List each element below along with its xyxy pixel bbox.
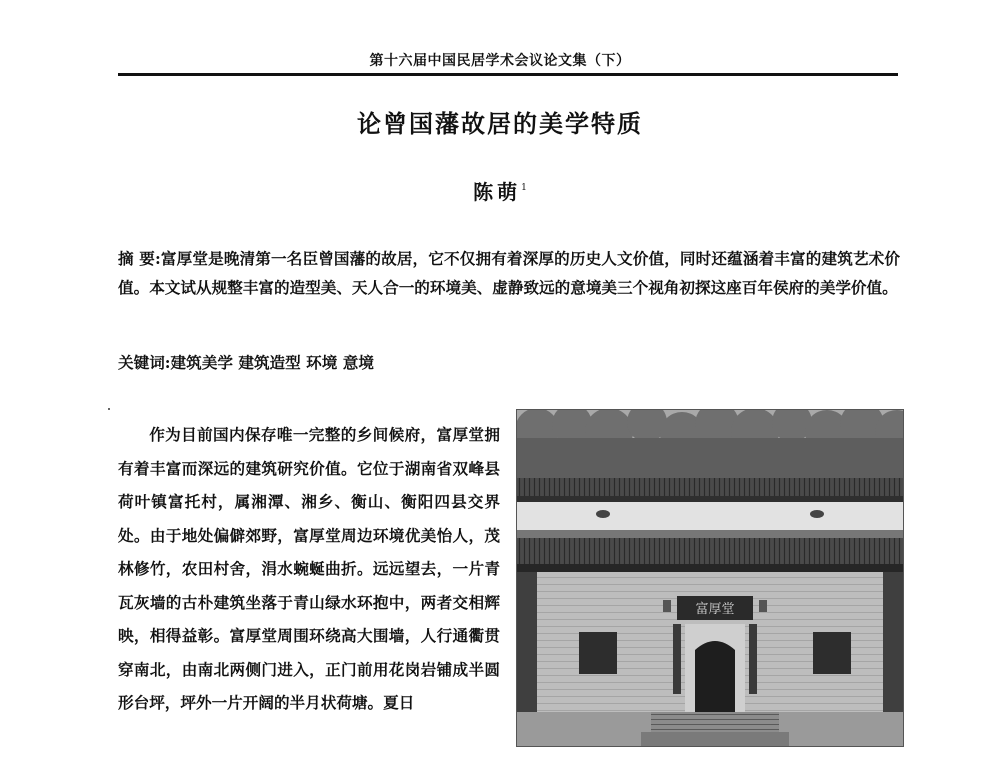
courtyard-ground xyxy=(641,732,789,746)
author-line xyxy=(0,176,1000,205)
lantern-right xyxy=(759,600,767,612)
front-steps xyxy=(651,712,779,732)
abstract-text: 富厚堂是晚清第一名臣曾国藩的故居，它不仅拥有着深厚的历史人文价值，同时还蕴涵着丰富的建筑艺术价值。本文试从规整丰富的造型美、天人合一的环境美、虚静致远的意境美三个视角初探这座百年侯府的美学价值。 xyxy=(118,249,900,297)
keywords-label: 关键词: xyxy=(118,353,171,372)
upper-roof xyxy=(517,478,903,496)
header-rule xyxy=(118,73,898,76)
body-paragraph: 作为目前国内保存唯一完整的乡间候府，富厚堂拥有着丰富而深远的建筑研究价值。它位于湖南省双峰县荷叶镇富托村，属湘潭、湘乡、衡山、衡阳四县交界处。由于地处偏僻郊野，富厚堂周边环境优美怡人，茂林修竹，农田村舍，涓水蜿蜒曲折。远远望去，一片青瓦灰墙的古朴建筑坐落于青山绿水环抱中，两者交相辉映，相得益彰。富厚堂周围环绕高大围墙，人行通衢贯穿南北，由南北两侧门进入，正门前用花岗岩铺成半圆形台坪，坪外一片开阔的半月状荷塘。夏日 xyxy=(118,425,500,712)
figure-fuhoutang-photo xyxy=(516,409,904,747)
window-left xyxy=(579,632,617,674)
window-right xyxy=(813,632,851,674)
tree-canopy xyxy=(517,410,903,482)
paper-title: 论曾国藩故居的美学特质 xyxy=(357,110,643,138)
couplet-left xyxy=(673,624,681,694)
keywords-text: 建筑美学 建筑造型 环境 意境 xyxy=(170,353,374,372)
main-door xyxy=(695,641,735,712)
fuhoutang-illustration xyxy=(517,410,903,746)
author-footnote-mark: 1 xyxy=(521,183,527,193)
couplet-right xyxy=(749,624,757,694)
plaque-text: 富厚堂 xyxy=(695,602,735,617)
author-name: 陈萌 xyxy=(473,180,522,204)
abstract-label: 摘 要: xyxy=(118,249,161,268)
abstract xyxy=(118,244,900,302)
lantern-left xyxy=(663,600,671,612)
lower-roof xyxy=(517,538,903,564)
keywords xyxy=(118,348,900,377)
scan-speck xyxy=(108,408,110,410)
vent-window-left xyxy=(596,510,610,518)
running-header: 第十六届中国民居学术会议论文集（下） xyxy=(369,53,631,69)
vent-window-right xyxy=(810,510,824,518)
